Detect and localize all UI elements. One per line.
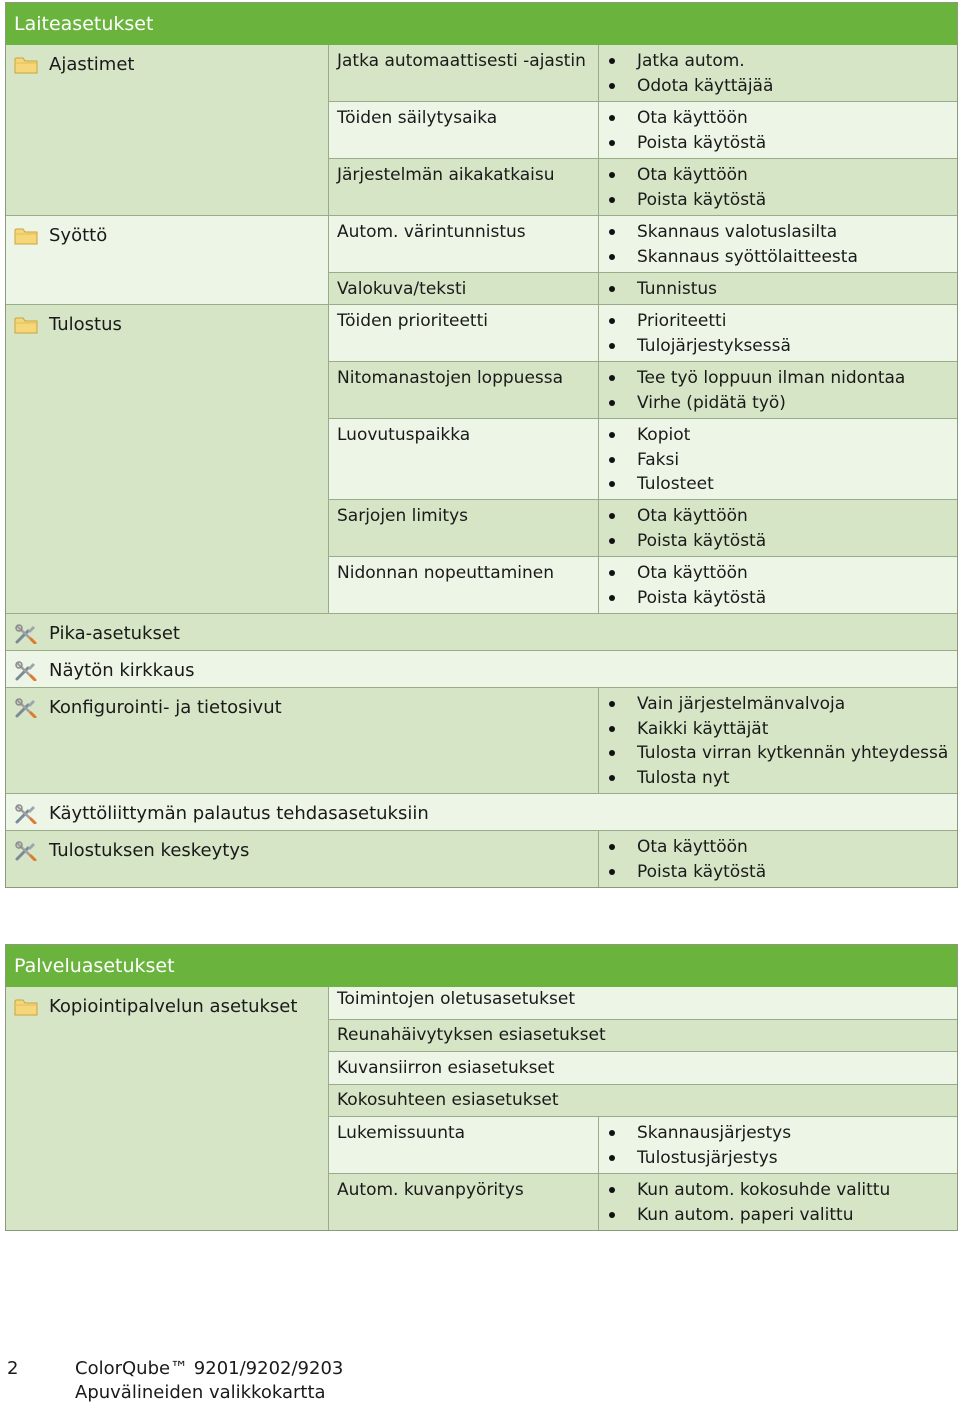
setting-nidonnan[interactable]: Nidonnan nopeuttaminen: [328, 557, 598, 614]
service-settings-table: [5, 944, 958, 1231]
options-lukemissuunta: [598, 1117, 957, 1174]
menu-item-kopiointi[interactable]: Kopiointipalvelun asetukset: [6, 987, 328, 1230]
option[interactable]: Tulojärjestyksessä: [599, 334, 957, 359]
option[interactable]: Kopiot: [599, 423, 957, 448]
setting-lukemissuunta[interactable]: Lukemissuunta: [328, 1117, 598, 1174]
folder-icon: [14, 997, 38, 1017]
options-prioriteetti: [598, 305, 957, 362]
setting-kokosuhde[interactable]: Kokosuhteen esiasetukset: [328, 1085, 957, 1117]
options-varintunnistus: [598, 216, 957, 273]
setting-valokuva[interactable]: Valokuva/teksti: [328, 273, 598, 305]
device-settings-table: [5, 2, 958, 888]
setting-jatka[interactable]: Jatka automaattisesti -ajastin: [328, 45, 598, 102]
option[interactable]: Tulostusjärjestys: [599, 1146, 957, 1171]
options-keskeytys: [598, 831, 957, 887]
option[interactable]: Odota käyttäjää: [599, 74, 957, 99]
folder-icon: [14, 55, 38, 75]
option[interactable]: Kaikki käyttäjät: [599, 717, 957, 742]
option[interactable]: Ota käyttöön: [599, 163, 957, 188]
option[interactable]: Poista käytöstä: [599, 188, 957, 213]
setting-reuna[interactable]: Reunahäivytyksen esiasetukset: [328, 1020, 957, 1052]
options-konfig: [598, 688, 957, 794]
setting-kuvanpyoritys[interactable]: Autom. kuvanpyöritys: [328, 1174, 598, 1230]
option[interactable]: Virhe (pidätä työ): [599, 391, 957, 416]
option[interactable]: Tunnistus: [599, 277, 957, 302]
menu-item-syotto[interactable]: Syöttö: [6, 216, 328, 305]
option[interactable]: Poista käytöstä: [599, 529, 957, 554]
menu-item-kirkkaus[interactable]: Näytön kirkkaus: [6, 651, 957, 688]
option[interactable]: Tulosteet: [599, 472, 957, 497]
options-kuvanpyoritys: [598, 1174, 957, 1230]
option[interactable]: Prioriteetti: [599, 309, 957, 334]
option[interactable]: Ota käyttöön: [599, 504, 957, 529]
options-valokuva: [598, 273, 957, 305]
options-sarjojen: [598, 500, 957, 557]
setting-oletus[interactable]: Toimintojen oletusasetukset: [328, 987, 957, 1020]
menu-item-tulostus[interactable]: Tulostus: [6, 305, 328, 614]
option[interactable]: Faksi: [599, 448, 957, 473]
section-title: Laiteasetukset: [6, 3, 957, 45]
option[interactable]: Jatka autom.: [599, 49, 957, 74]
setting-prioriteetti[interactable]: Töiden prioriteetti: [328, 305, 598, 362]
menu-item-ajastimet[interactable]: Ajastimet: [6, 45, 328, 216]
options-nitomanastojen: [598, 362, 957, 419]
menu-item-pika[interactable]: Pika-asetukset: [6, 614, 957, 651]
option[interactable]: Skannausjärjestys: [599, 1121, 957, 1146]
option[interactable]: Poista käytöstä: [599, 131, 957, 156]
tools-icon: [14, 841, 38, 861]
option[interactable]: Tulosta nyt: [599, 766, 957, 791]
option[interactable]: Tulosta virran kytkennän yhteydessä: [599, 741, 957, 766]
tools-icon: [14, 698, 38, 718]
product-name: ColorQube™ 9201/9202/9203: [75, 1358, 344, 1379]
setting-sarjojen[interactable]: Sarjojen limitys: [328, 500, 598, 557]
option[interactable]: Ota käyttöön: [599, 835, 957, 860]
menu-item-palautus[interactable]: Käyttöliittymän palautus tehdasasetuksiin: [6, 794, 957, 831]
tools-icon: [14, 804, 38, 824]
options-luovutus: [598, 419, 957, 500]
option[interactable]: Poista käytöstä: [599, 586, 957, 611]
setting-aikakatkaisu[interactable]: Järjestelmän aikakatkaisu: [328, 159, 598, 216]
option[interactable]: Ota käyttöön: [599, 561, 957, 586]
option[interactable]: Poista käytöstä: [599, 860, 957, 885]
document-subtitle: Apuvälineiden valikkokartta: [75, 1382, 326, 1403]
option[interactable]: Skannaus valotuslasilta: [599, 220, 957, 245]
option[interactable]: Vain järjestelmänvalvoja: [599, 692, 957, 717]
folder-icon: [14, 226, 38, 246]
setting-sailytys[interactable]: Töiden säilytysaika: [328, 102, 598, 159]
option[interactable]: Ota käyttöön: [599, 106, 957, 131]
setting-varintunnistus[interactable]: Autom. värintunnistus: [328, 216, 598, 273]
folder-icon: [14, 315, 38, 335]
tools-icon: [14, 624, 38, 644]
option[interactable]: Skannaus syöttölaitteesta: [599, 245, 957, 270]
option[interactable]: Kun autom. paperi valittu: [599, 1203, 957, 1228]
menu-item-keskeytys[interactable]: Tulostuksen keskeytys: [6, 831, 598, 887]
menu-item-konfig[interactable]: Konfigurointi- ja tietosivut: [6, 688, 598, 794]
setting-nitomanastojen[interactable]: Nitomanastojen loppuessa: [328, 362, 598, 419]
setting-kuvansiirto[interactable]: Kuvansiirron esiasetukset: [328, 1052, 957, 1085]
tools-icon: [14, 661, 38, 681]
option[interactable]: Tee työ loppuun ilman nidontaa: [599, 366, 957, 391]
options-jatka: [598, 45, 957, 102]
section-title: Palveluasetukset: [6, 945, 957, 987]
options-sailytys: [598, 102, 957, 159]
option[interactable]: Kun autom. kokosuhde valittu: [599, 1178, 957, 1203]
setting-luovutus[interactable]: Luovutuspaikka: [328, 419, 598, 500]
page-number: 2: [7, 1358, 19, 1379]
options-aikakatkaisu: [598, 159, 957, 216]
options-nidonnan: [598, 557, 957, 614]
